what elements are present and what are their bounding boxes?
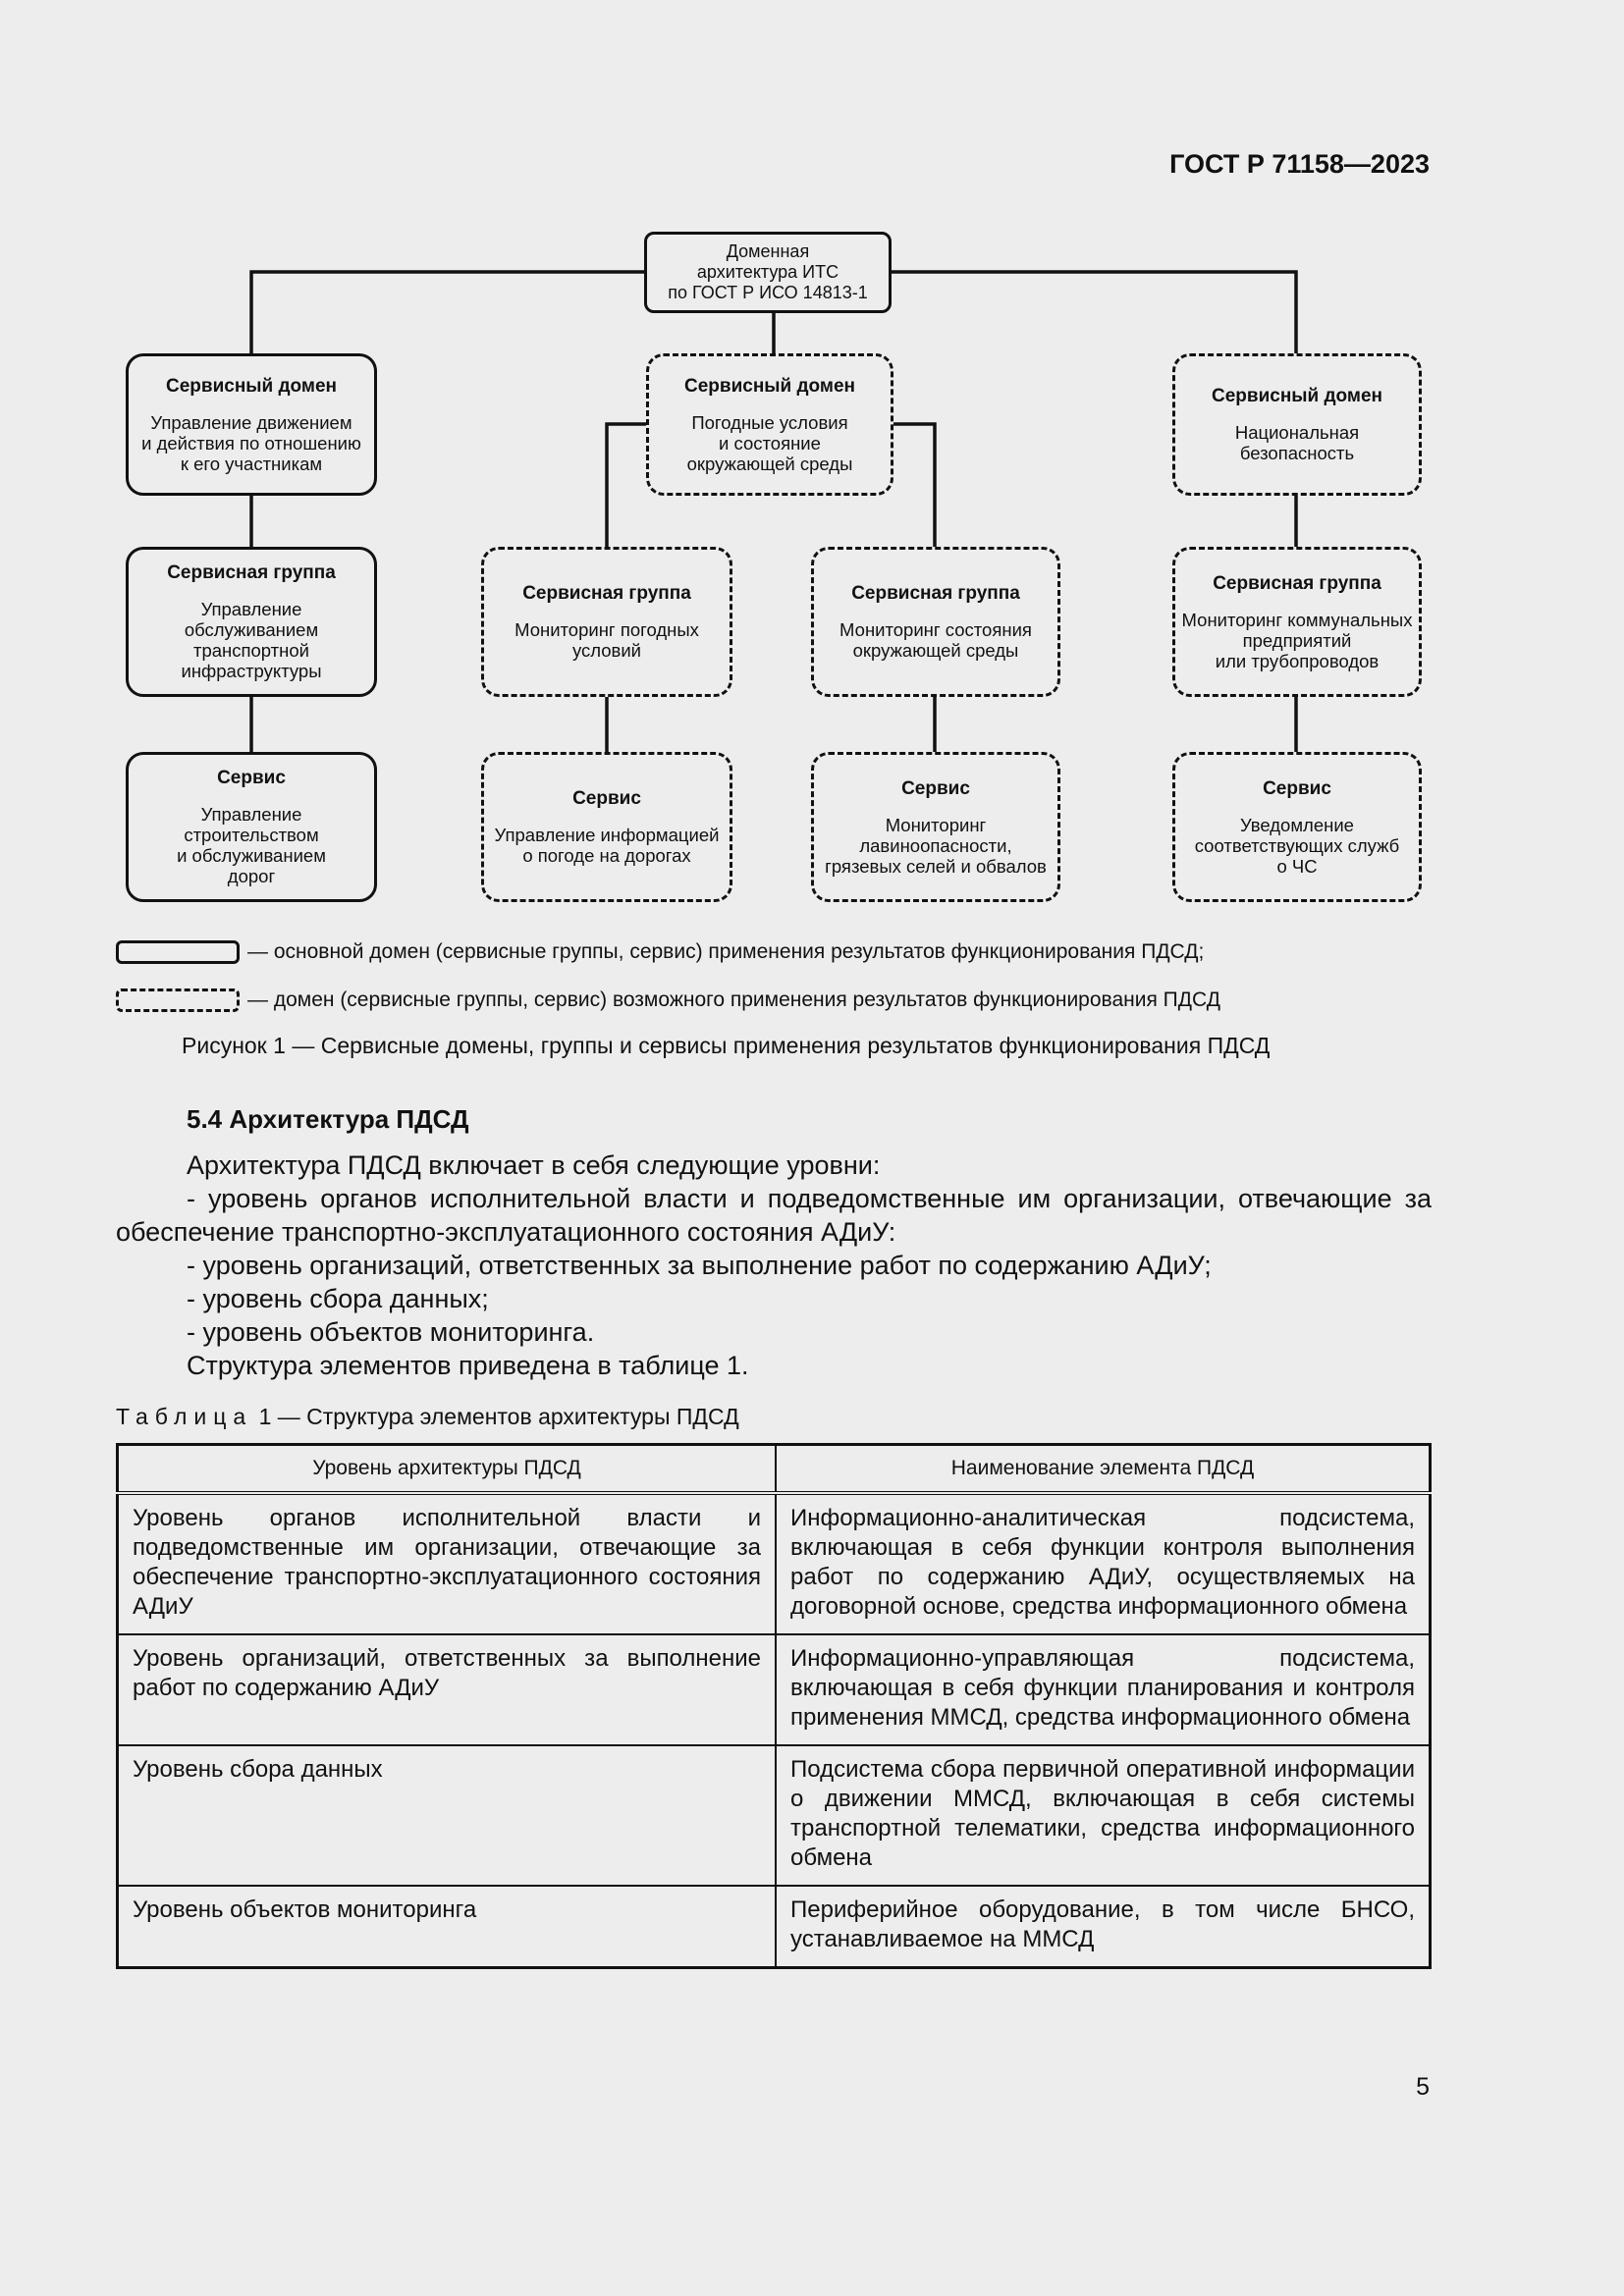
group-weather-monitoring (481, 547, 732, 697)
group-infrastructure (126, 547, 377, 697)
legend-solid (116, 940, 1204, 964)
section-body (116, 1148, 1432, 1382)
table-row (118, 1745, 1431, 1886)
table-cell: Уровень органов исполнительной власти и подведомственные им организации, отвечающие за обеспечение транспортно-эксплуатационного состояния АДиУ (118, 1493, 777, 1634)
paragraph: - уровень сбора данных; (187, 1284, 489, 1313)
document-code: ГОСТ Р 71158—2023 (1169, 149, 1430, 179)
paragraph: Архитектура ПДСД включает в себя следующие уровни: (187, 1150, 881, 1180)
service-avalanche-monitoring (811, 752, 1060, 902)
table-row (118, 1493, 1431, 1634)
table-header-cell: Уровень архитектуры ПДСД (118, 1445, 777, 1494)
legend-solid-text: — основной домен (сервисные группы, сервис) применения результатов функционирования ПДСД; (247, 940, 1205, 963)
architecture-diagram (0, 0, 1624, 963)
table-cell: Уровень объектов мониторинга (118, 1886, 777, 1968)
table-row (118, 1634, 1431, 1745)
group-text: Мониторинг погодных условий (514, 619, 699, 661)
domain-traffic (126, 353, 377, 496)
group-utilities-monitoring (1172, 547, 1422, 697)
connector-root-right (892, 272, 1296, 353)
domain-title: Сервисный домен (684, 375, 855, 397)
service-title: Сервис (1263, 777, 1331, 799)
group-text: Управление обслуживанием транспортной инфраструктуры (181, 599, 322, 681)
service-text: Управление строительством и обслуживанием дорог (177, 804, 326, 886)
service-road-maintenance (126, 752, 377, 902)
table-cell: Уровень сбора данных (118, 1745, 777, 1886)
paragraph: - уровень организаций, ответственных за выполнение работ по содержанию АДиУ; (187, 1251, 1212, 1280)
legend-dashed (116, 988, 1220, 1012)
group-environment-monitoring (811, 547, 1060, 697)
table-cell: Информационно-управляющая подсистема, включающая в себя функции планирования и контроля применения ММСД, средства информационного обмена (776, 1634, 1431, 1745)
page-number: 5 (1416, 2073, 1430, 2101)
domain-text: Управление движением и действия по отношению к его участникам (141, 411, 361, 474)
service-title: Сервис (217, 768, 286, 788)
connector-root-left (251, 272, 644, 353)
table-cell: Информационно-аналитическая подсистема, включающая в себя функции контроля выполнения работ по содержанию АДиУ, осуществляемых на договорной основе, средства информационного обмена (776, 1493, 1431, 1634)
table-caption-rest: 1 — Структура элементов архитектуры ПДСД (258, 1404, 739, 1429)
table-cell: Периферийное оборудование, в том числе БНСО, устанавливаемое на ММСД (776, 1886, 1431, 1968)
table-cell: Подсистема сбора первичной оперативной информации о движении ММСД, включающая в себя системы транспортной телематики, средства информационного обмена (776, 1745, 1431, 1886)
paragraph: Структура элементов приведена в таблице 1. (187, 1351, 749, 1380)
figure-caption: Рисунок 1 — Сервисные домены, группы и сервисы применения результатов функционирования ПДСД (182, 1033, 1271, 1058)
table-caption (116, 1404, 739, 1430)
legend-dashed-swatch (116, 988, 240, 1012)
group-title: Сервисная группа (1213, 572, 1381, 594)
legend-dashed-text: — домен (сервисные группы, сервис) возможного применения результатов функционирования ПДСД (247, 988, 1220, 1011)
service-emergency-notification (1172, 752, 1422, 902)
table-row (118, 1886, 1431, 1968)
group-text: Мониторинг коммунальных предприятий или трубопроводов (1181, 609, 1413, 671)
service-text: Мониторинг лавиноопасности, грязевых селей и обвалов (825, 814, 1047, 877)
section-heading: 5.4 Архитектура ПДСД (187, 1104, 469, 1134)
domain-text: Национальная безопасность (1234, 422, 1360, 463)
domain-title: Сервисный домен (166, 375, 337, 397)
connector-mid-right (893, 424, 935, 547)
service-title: Сервис (901, 777, 970, 799)
domain-title: Сервисный домен (1212, 386, 1382, 406)
root-node-text: Доменная архитектура ИТС по ГОСТ Р ИСО 14813-1 (668, 241, 868, 302)
table-header-row (118, 1445, 1431, 1494)
legend-solid-swatch (116, 940, 240, 964)
service-road-weather-info (481, 752, 732, 902)
group-title: Сервисная группа (522, 583, 691, 604)
group-text: Мониторинг состояния окружающей среды (839, 619, 1032, 661)
architecture-table (116, 1443, 1432, 1969)
domain-text: Погодные условия и состояние окружающей среды (686, 411, 853, 474)
service-text: Уведомление соответствующих служб о ЧС (1194, 814, 1400, 877)
root-node (644, 232, 892, 313)
table-cell: Уровень организаций, ответственных за выполнение работ по содержанию АДиУ (118, 1634, 777, 1745)
table-caption-word: Таблица (116, 1404, 253, 1429)
paragraph: - уровень объектов мониторинга. (187, 1317, 595, 1347)
paragraph: - уровень органов исполнительной власти и подведомственные им организации, отвечающие за обеспечение транспортно-эксплуатационного состояния АДиУ: (116, 1184, 1432, 1247)
group-title: Сервисная группа (167, 562, 336, 583)
domain-weather (646, 353, 893, 496)
connector-mid-left (607, 424, 646, 547)
service-title: Сервис (572, 788, 641, 809)
service-text: Управление информацией о погоде на дорогах (494, 825, 720, 866)
group-title: Сервисная группа (851, 583, 1020, 604)
domain-security (1172, 353, 1422, 496)
table-header-cell: Наименование элемента ПДСД (776, 1445, 1431, 1494)
